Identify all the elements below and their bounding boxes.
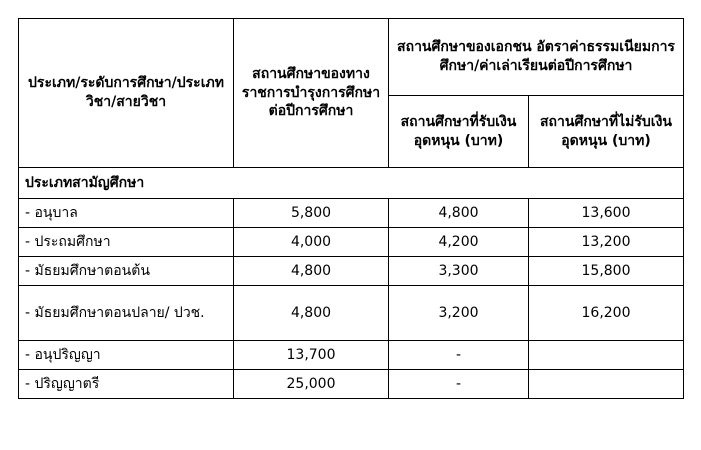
subsidized-fee-cell: 3,300 — [389, 257, 529, 286]
header-row-main — [19, 19, 684, 96]
section-title: ประเภทสามัญศึกษา — [19, 168, 684, 199]
table-row — [19, 341, 684, 370]
level-cell: - อนุบาล — [19, 199, 234, 228]
unsubsidized-fee-cell: 16,200 — [529, 286, 684, 341]
unsubsidized-fee-cell — [529, 341, 684, 370]
public-fee-cell: 4,800 — [234, 257, 389, 286]
level-cell: - ปริญญาตรี — [19, 370, 234, 399]
unsubsidized-fee-cell: 13,600 — [529, 199, 684, 228]
tuition-fee-table — [18, 18, 684, 399]
table-row — [19, 199, 684, 228]
unsubsidized-fee-cell: 13,200 — [529, 228, 684, 257]
header-private-school-group: สถานศึกษาของเอกชน อัตราค่าธรรมเนียมการศึกษา/ค่าเล่าเรียนต่อปีการศึกษา — [389, 19, 684, 96]
level-cell: - มัธยมศึกษาตอนปลาย/ ปวช. — [19, 286, 234, 341]
subsidized-fee-cell: 3,200 — [389, 286, 529, 341]
table-row — [19, 228, 684, 257]
table-row — [19, 257, 684, 286]
subsidized-fee-cell: 4,200 — [389, 228, 529, 257]
header-private-unsubsidized: สถานศึกษาที่ไม่รับเงินอุดหนุน (บาท) — [529, 96, 684, 168]
level-cell: - อนุปริญญา — [19, 341, 234, 370]
unsubsidized-fee-cell — [529, 370, 684, 399]
public-fee-cell: 25,000 — [234, 370, 389, 399]
header-level: ประเภท/ระดับการศึกษา/ประเภทวิชา/สายวิชา — [19, 19, 234, 168]
subsidized-fee-cell: - — [389, 341, 529, 370]
header-public-school: สถานศึกษาของทางราชการบำรุงการศึกษาต่อปีการศึกษา — [234, 19, 389, 168]
section-row — [19, 168, 684, 199]
unsubsidized-fee-cell: 15,800 — [529, 257, 684, 286]
subsidized-fee-cell: - — [389, 370, 529, 399]
subsidized-fee-cell: 4,800 — [389, 199, 529, 228]
public-fee-cell: 4,000 — [234, 228, 389, 257]
header-private-subsidized: สถานศึกษาที่รับเงินอุดหนุน (บาท) — [389, 96, 529, 168]
public-fee-cell: 4,800 — [234, 286, 389, 341]
table-row — [19, 370, 684, 399]
level-cell: - มัธยมศึกษาตอนต้น — [19, 257, 234, 286]
public-fee-cell: 13,700 — [234, 341, 389, 370]
level-cell: - ประถมศึกษา — [19, 228, 234, 257]
table-row — [19, 286, 684, 341]
public-fee-cell: 5,800 — [234, 199, 389, 228]
